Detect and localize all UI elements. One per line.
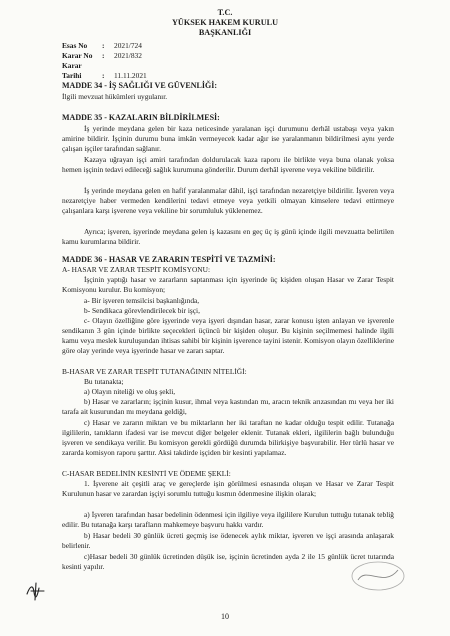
article-36-b-c: c) Hasar ve zararın miktarı ve bu miktarların her iki taraftan ne kadar olduğu tespit edilir. Tutanağa ilgililerin, tanıkların ifadesi var ise mevcut diğer belgeler eklenir. Tutanak ekleri, ilgililerin bağlı bulunduğu işveren ve sendikaya verilir. Bu komisyon gerekli gördüğü durumda bilirkişiye başvurabilir. Her türlü hasar ve zararda komisyon raporu şarttır. Aksi takdirde işçiden bir kesinti yapılamaz. <box>62 418 394 457</box>
header-presidency: BAŞKANLIĞI <box>198 28 252 37</box>
stamp-icon <box>350 560 406 592</box>
article-36-a-a: a- Bir işveren temsilcisi başkanlığında, <box>84 296 200 305</box>
header-court: YÜKSEK HAKEM KURULU <box>172 18 278 27</box>
article-36-c-b: b) Hasar bedeli 30 günlük ücreti geçmiş ise ödenecek aylık miktar, işveren ve işçi arasında anlaşarak belirlenir. <box>62 531 394 550</box>
signature-icon <box>24 580 48 602</box>
article-36-b-title: B-HASAR VE ZARAR TESPİT TUTANAĞININ NİTELİĞİ: <box>62 367 247 376</box>
article-36-a-b: b- Sendikaca görevlendirilecek bir işçi, <box>84 306 200 315</box>
meta-tarih: Karar Tarihi : 11.11.2021 <box>62 61 147 80</box>
meta-value: 2021/724 <box>114 41 142 50</box>
article-35-p2: Kazaya uğrayan işçi amiri tarafından doldurulacak kaza raporu ile birlikte veya buna olanak yoksa hemen işçinin tedavi edileceği sağlık kurumuna gönderilir. Durum derhâl işverene veya vekiline bildirilir. <box>62 155 394 174</box>
article-36-b-b: b) Hasar ve zararların; işçinin kusur, ihmal veya kastından mı, aracın teknik arızasından mı veya her iki tarafa ait kusurundan mı meydana geldiği, <box>62 397 394 416</box>
article-35-p3: İş yerinde meydana gelen en hafif yaralanmalar dâhil, işçi tarafından nezaretçiye bildirilir. İşveren veya nezaretçiye haber vermeden kendilerini tedavi etmeye veya yetkili olmayan kimselere tedavi ettirmeye çalışanlara karşı işverene veya vekiline bir sorumluluk yüklenemez. <box>62 186 394 215</box>
article-36-a-p1: İşçinin yaptığı hasar ve zararların saptanması için işyerinde üç kişiden oluşan Hasar ve Zarar Tespit Komisyonu kurulur. Bu komisyon; <box>62 275 394 294</box>
meta-value: 2021/832 <box>114 51 142 60</box>
meta-esas: Esas No : 2021/724 <box>62 41 142 50</box>
header-tc: T.C. <box>217 8 233 17</box>
article-35-p1: İş yerinde meydana gelen bir kaza neticesinde yaralanan işçi durumunu derhâl ustabaşı veya yakın amirine bildirir. İşçinin durumu buna imkân vermeyecek kadar ağır ise yaralanmanın bildirilmesi aynı yerde çalışan işçiler tarafından sağlanır. <box>62 124 394 153</box>
meta-karar: Karar No : 2021/832 <box>62 51 142 60</box>
article-34-title: MADDE 34 - İŞ SAĞLIĞI VE GÜVENLİĞİ: <box>62 81 217 90</box>
meta-key: Esas No <box>62 41 88 50</box>
meta-value: 11.11.2021 <box>114 70 147 80</box>
article-35-title: MADDE 35 - KAZALARIN BİLDİRİLMESİ: <box>62 113 220 122</box>
article-35-p4: Ayrıca; işveren, işyerinde meydana gelen iş kazasını en geç üç iş günü içinde ilgili mevzuatta belirtilen kamu kurumlarına bildirir. <box>62 227 394 246</box>
article-36-c-title: C-HASAR BEDELİNİN KESİNTİ VE ÖDEME ŞEKLİ: <box>62 469 231 478</box>
page-number: 10 <box>221 612 229 621</box>
article-36-title: MADDE 36 - HASAR VE ZARARIN TESPİTİ VE TAZMİNİ: <box>62 255 276 264</box>
article-36-b-p1: Bu tutanakta; <box>84 377 124 386</box>
article-36-c-a: a) İşveren tarafından hasar bedelinin ödenmesi için ilgiliye veya ilgililere Kurulun tuttuğu tutanak tebliğ edilir. Bu tutanağa karşı tarafların mahkemeye başvuru hakkı vardır. <box>62 510 394 529</box>
article-36-b-a: a) Olayın niteliği ve oluş şekli, <box>84 387 176 396</box>
article-34-text: İlgili mevzuat hükümleri uygulanır. <box>62 92 168 101</box>
article-36-c-p1: 1. İşverene ait çeşitli araç ve gereçlerde işin görülmesi esnasında oluşan ve Hasar ve Zarar Tespit Kurulunun hasar ve zarardan işçiyi sorumlu tuttuğu kısmın ödenmesine ilişkin olarak; <box>62 479 394 498</box>
meta-key: Karar No <box>62 51 93 60</box>
article-36-a-title: A- HASAR VE ZARAR TESPİT KOMİSYONU: <box>62 265 211 274</box>
article-36-a-c: c- Olayın özelliğine göre işyerinde veya işyeri dışından hasar, zarar konusu işten anlayan ve işverenle sendikanın 3 gün içinde birlikte seçecekleri üçüncü bir kişiden oluşur. Bu kişinin seçilmemesi halinde ilgili kamu veya meslek kuruluşundan ihtisas sahibi bir kişinin işverence tayini istenir. Komisyon olayın özelliklerine göre olay yerinde veya işyerinde hasar ve zararı saptar. <box>62 316 394 355</box>
meta-key: Karar Tarihi <box>62 61 82 80</box>
article-36-c-c: c)Hasar bedeli 30 günlük ücretinden düşük ise, işçinin ücretinden ayda 2 ile 15 günlük ücret tutarında kesinti yapılır. <box>62 552 394 571</box>
